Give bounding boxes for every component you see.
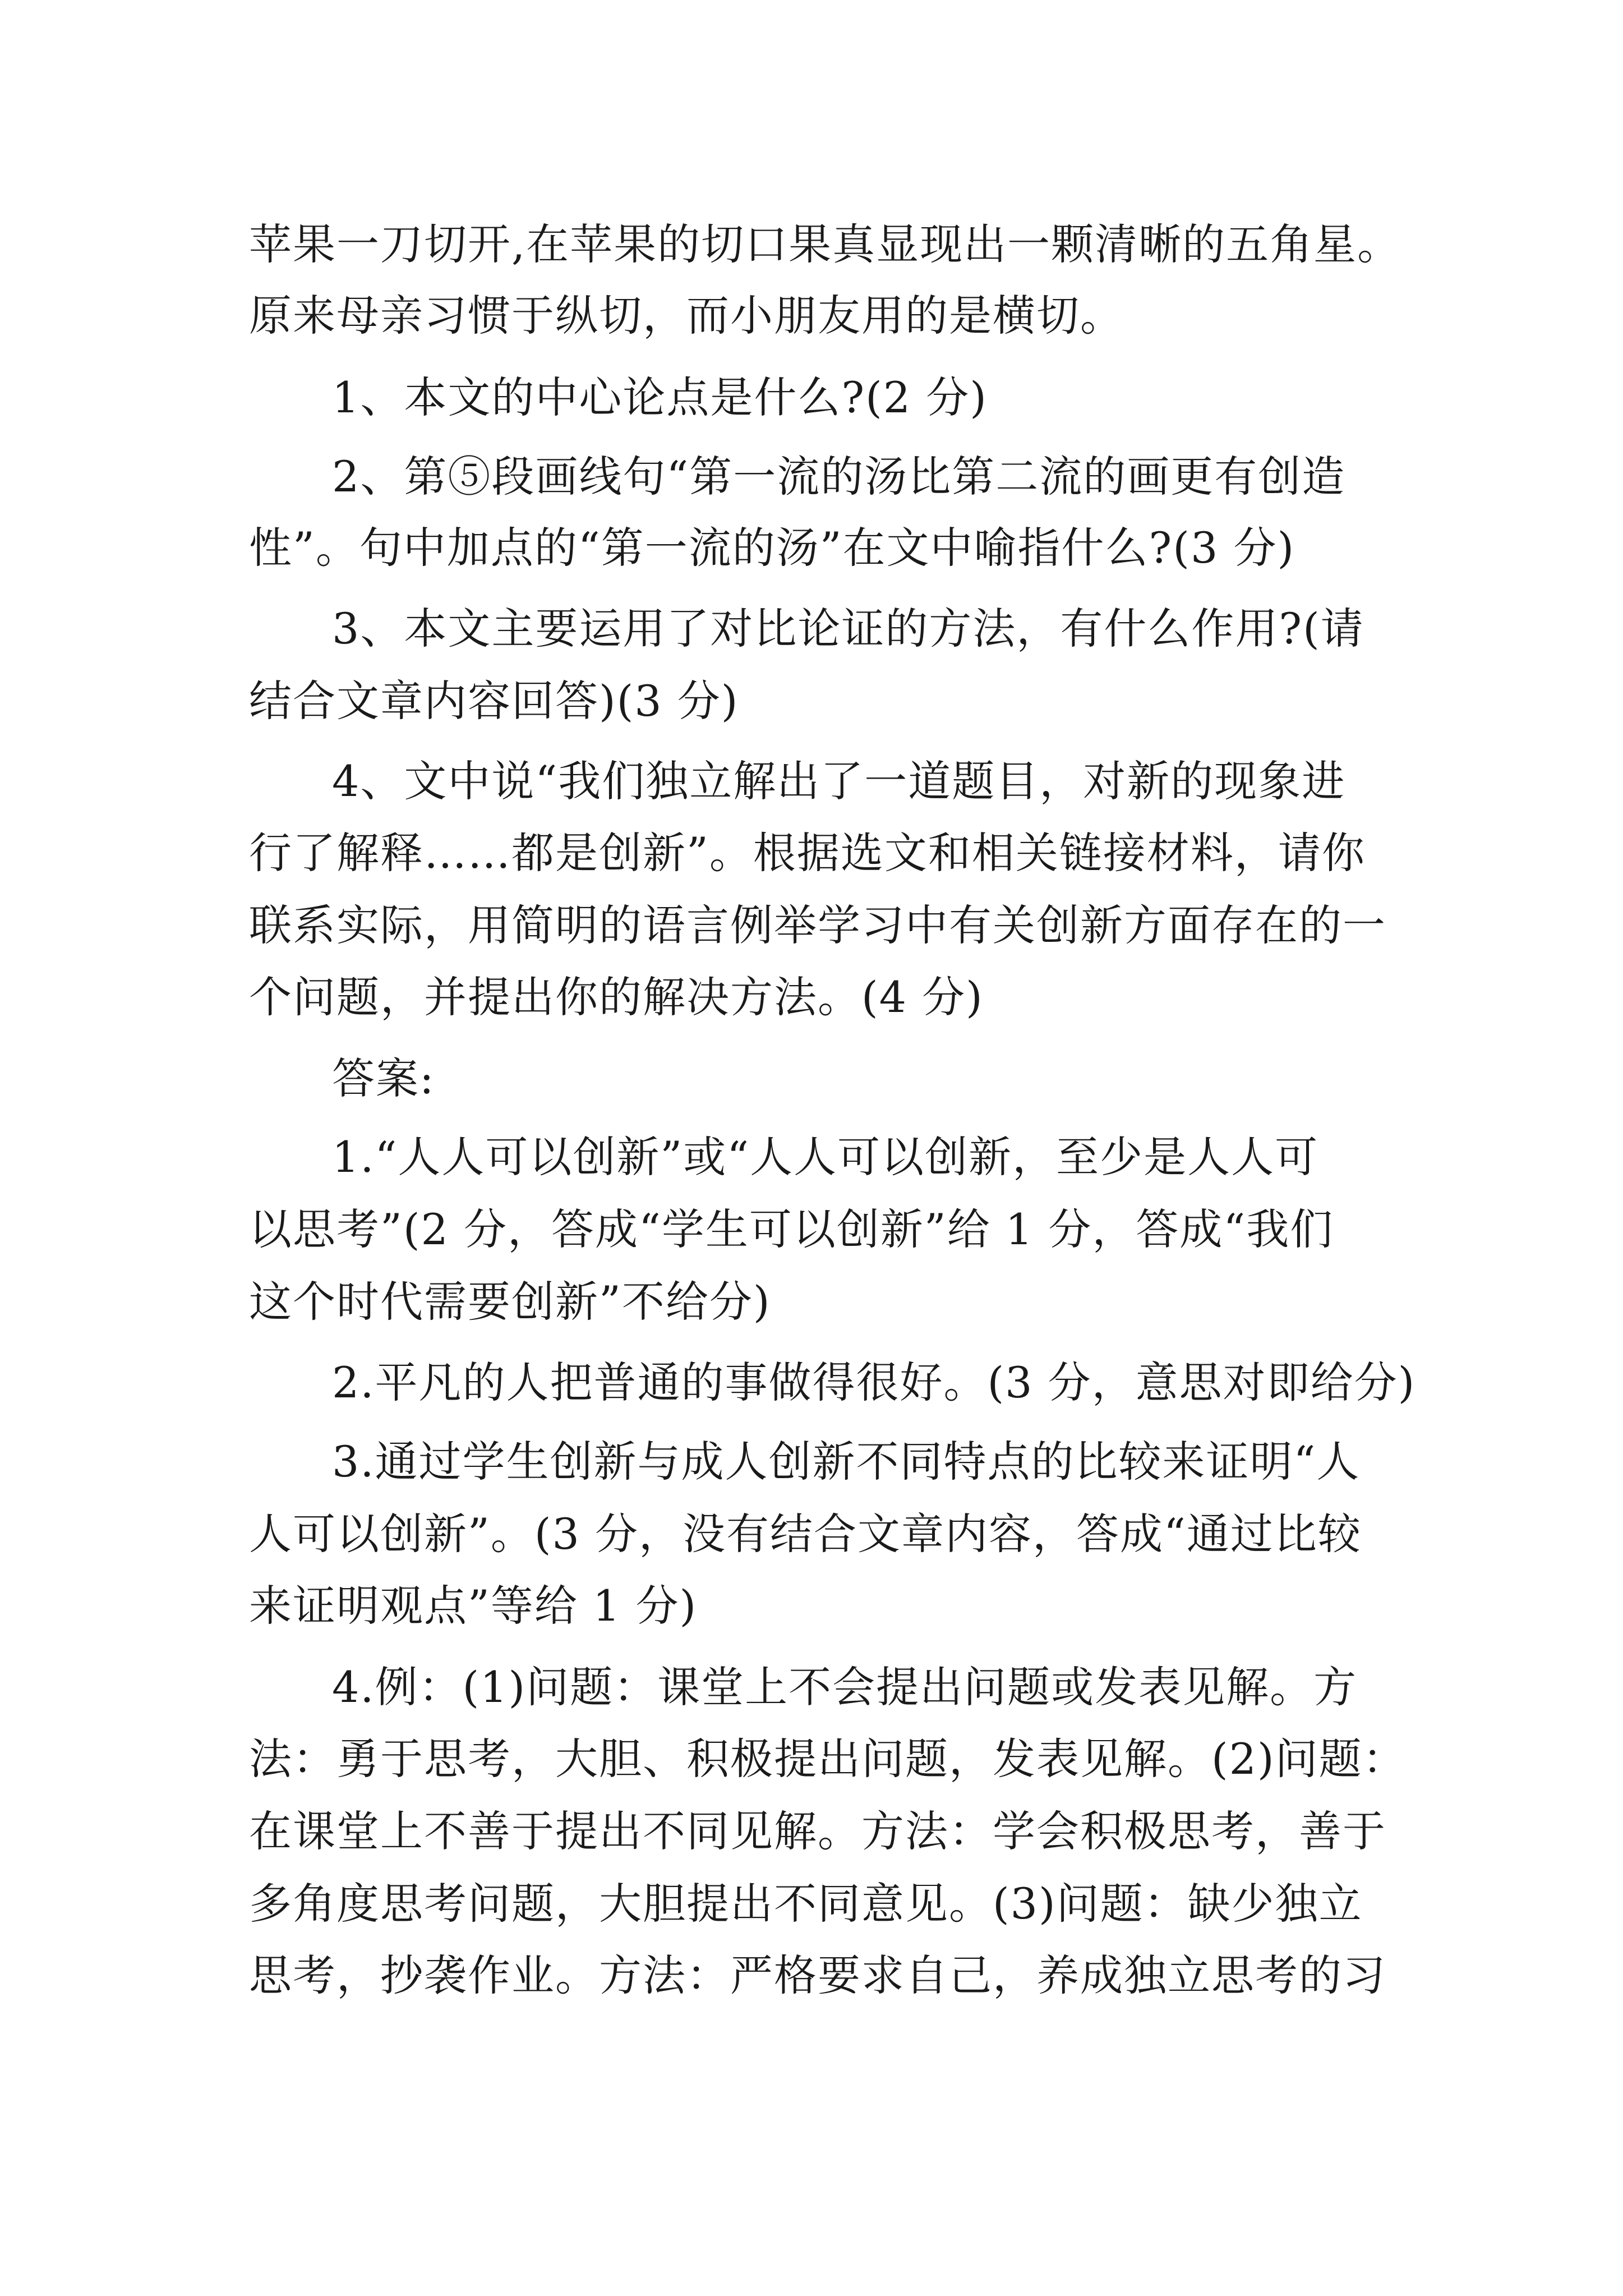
text-line: 来证明观点”等给 1 分) — [249, 1581, 698, 1631]
answer-1: 1.“人人可以创新”或“人人可以创新，至少是人人可 — [332, 1132, 1319, 1182]
question-1: 1、本文的中心论点是什么?(2 分) — [332, 372, 988, 422]
text-line: 性”。句中加点的“第一流的汤”在文中喻指什么?(3 分) — [249, 523, 1295, 573]
text-line: 结合文章内容回答)(3 分) — [249, 676, 739, 726]
answer-2: 2.平凡的人把普通的事做得很好。(3 分，意思对即给分) — [332, 1358, 1416, 1407]
text-line: 个问题，并提出你的解决方法。(4 分) — [249, 972, 984, 1022]
text-line: 多角度思考问题，大胆提出不同意见。(3)问题：缺少独立 — [249, 1879, 1363, 1929]
text-line: 人可以创新”。(3 分，没有结合文章内容，答成“通过比较 — [249, 1509, 1362, 1559]
text-line: 以思考”(2 分，答成“学生可以创新”给 1 分，答成“我们 — [249, 1204, 1334, 1254]
text-line: 苹果一刀切开,在苹果的切口果真显现出一颗清晰的五角星。 — [249, 219, 1401, 269]
text-line: 联系实际，用简明的语言例举学习中有关创新方面存在的一 — [249, 900, 1386, 950]
answer-4: 4.例：(1)问题：课堂上不会提出问题或发表见解。方 — [332, 1662, 1358, 1712]
question-4: 4、文中说“我们独立解出了一道题目，对新的现象进 — [332, 756, 1346, 806]
answer-3: 3.通过学生创新与成人创新不同特点的比较来证明“人 — [332, 1437, 1361, 1487]
question-3: 3、本文主要运用了对比论证的方法，有什么作用?(请 — [332, 604, 1364, 654]
text-line: 在课堂上不善于提出不同见解。方法：学会积极思考，善于 — [249, 1806, 1386, 1856]
question-2: 2、第⑤段画线句“第一流的汤比第二流的画更有创造 — [332, 452, 1346, 501]
text-line: 思考，抄袭作业。方法：严格要求自己，养成独立思考的习 — [249, 1950, 1386, 2000]
text-line: 行了解释……都是创新”。根据选文和相关链接材料，请你 — [249, 828, 1366, 878]
text-line: 原来母亲习惯于纵切，而小朋友用的是横切。 — [249, 291, 1124, 341]
text-line: 这个时代需要创新”不给分) — [249, 1277, 771, 1327]
text-line: 法：勇于思考，大胆、积极提出问题，发表见解。(2)问题： — [249, 1734, 1407, 1784]
answer-heading: 答案: — [332, 1053, 435, 1103]
